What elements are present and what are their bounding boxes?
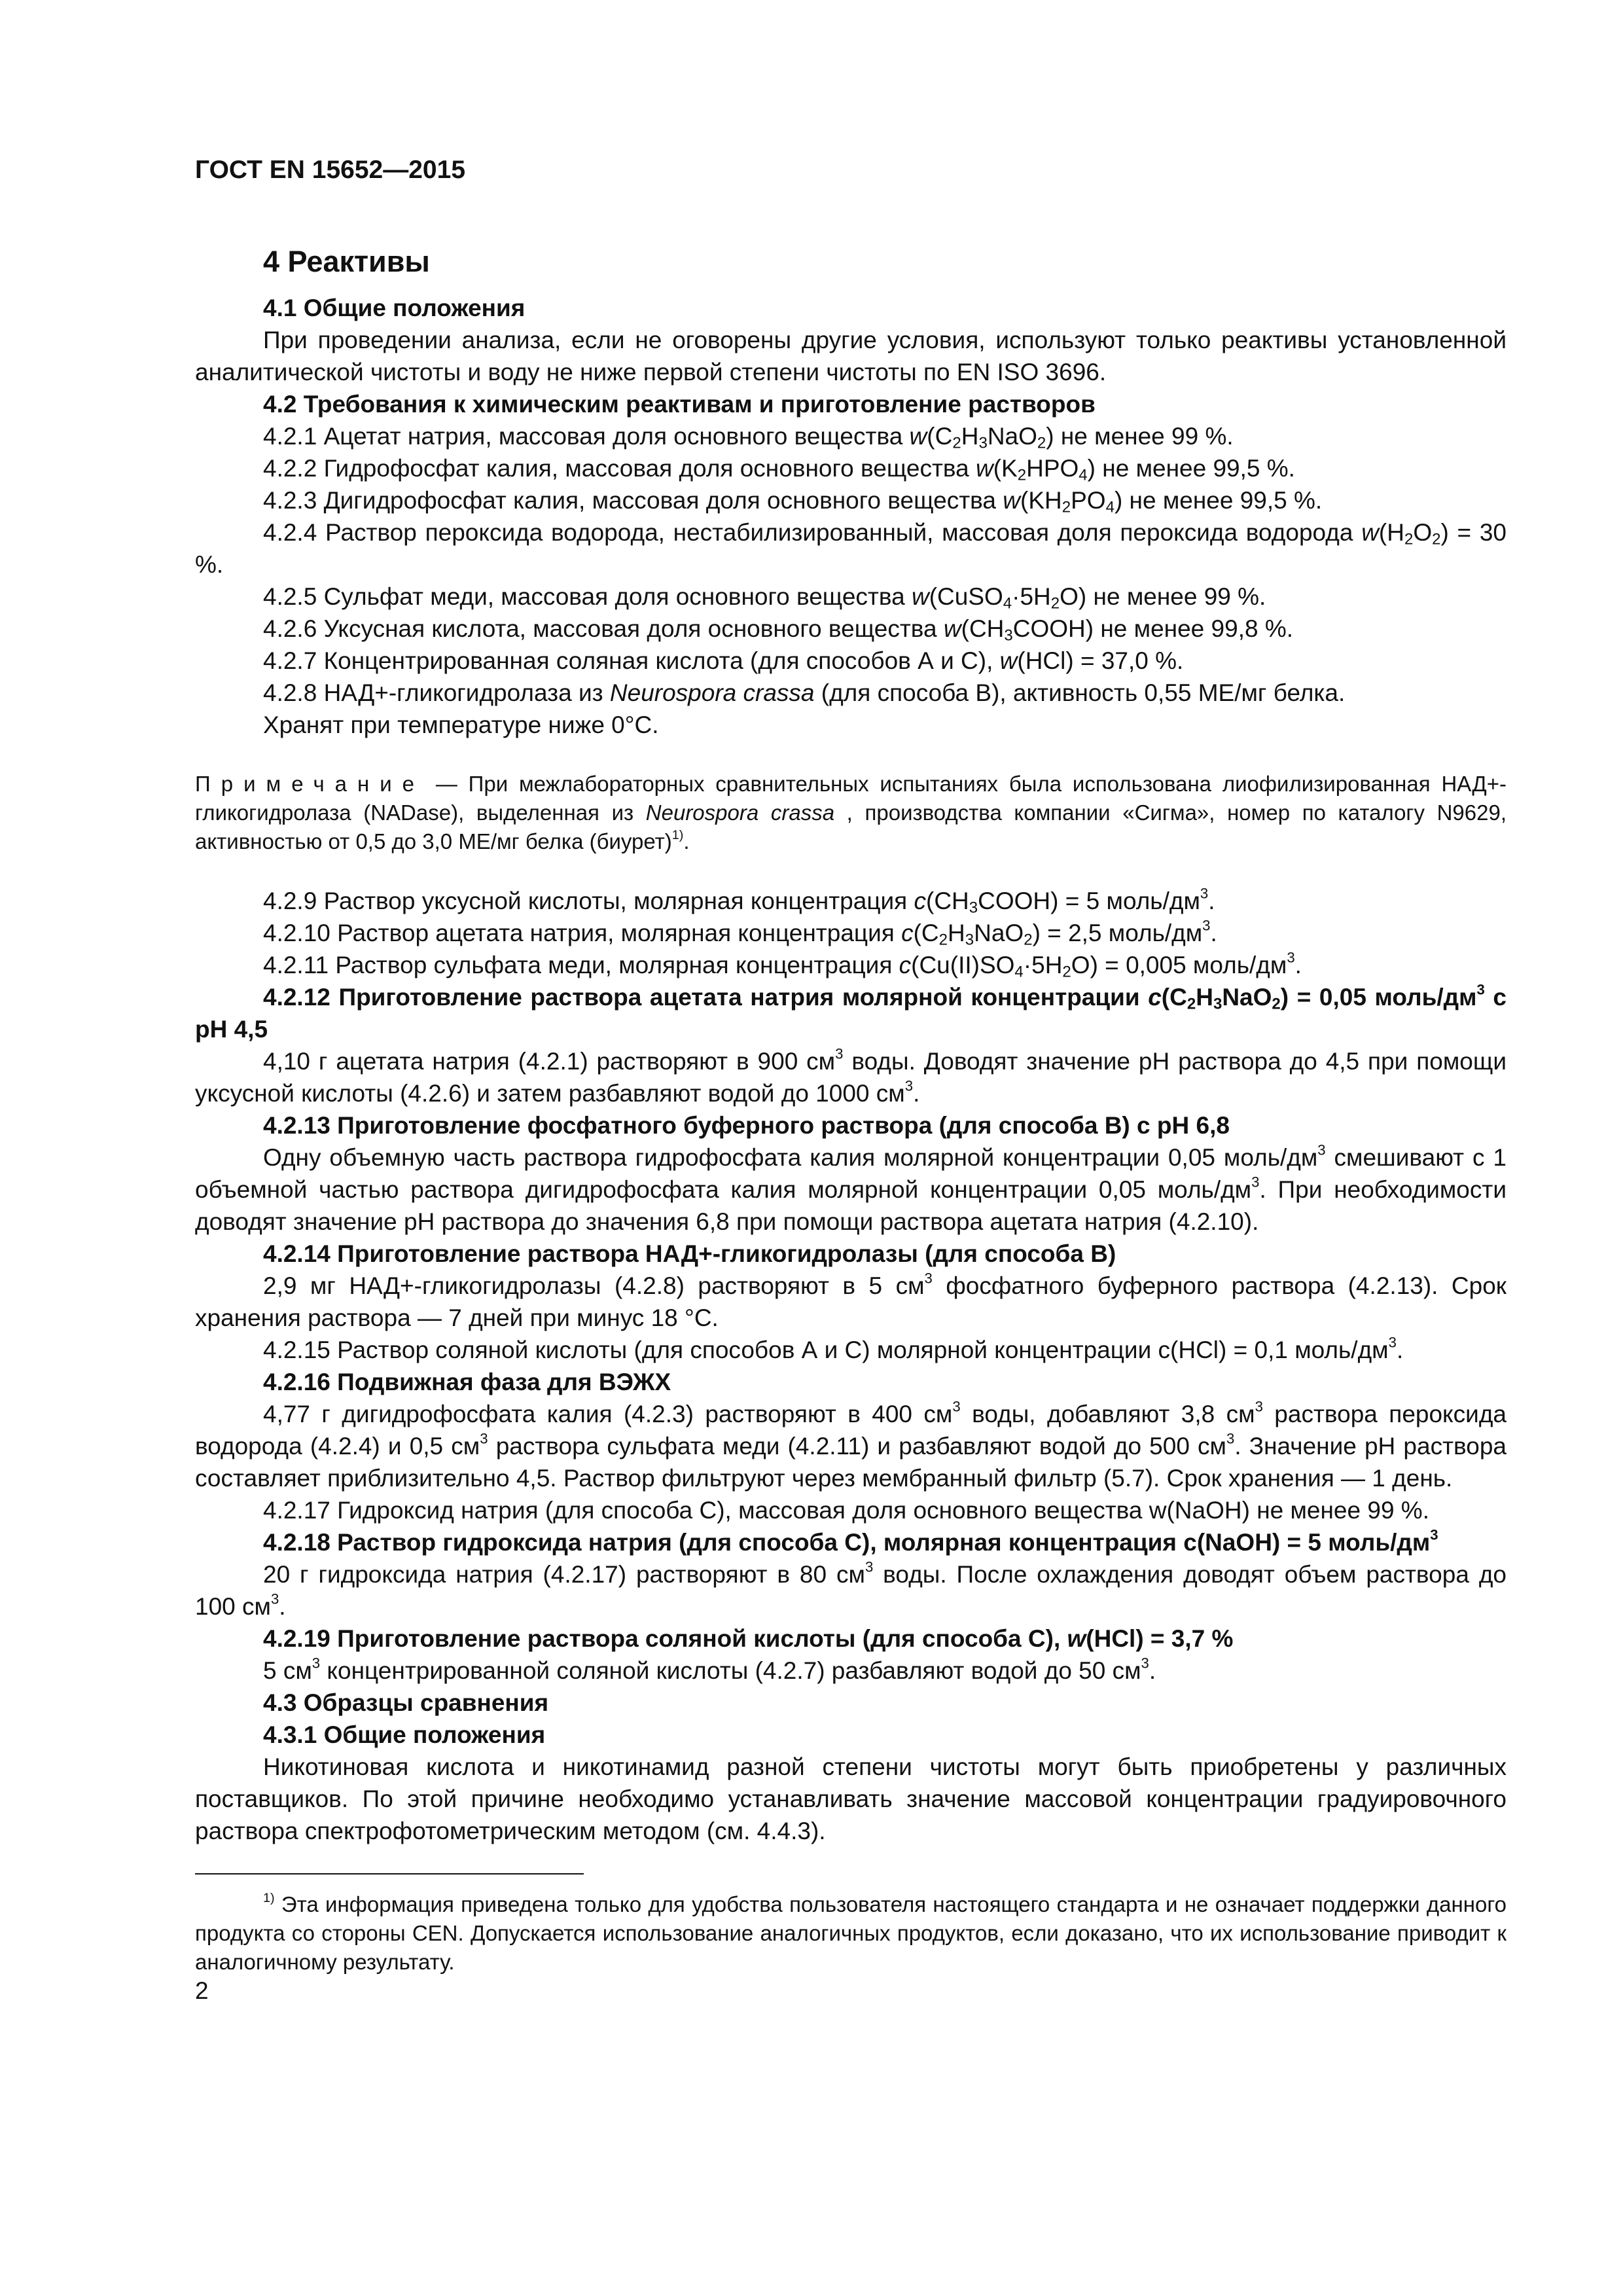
- clause-heading: 4.3.1 Общие положения: [263, 1721, 546, 1748]
- paragraph: 20 г гидроксида натрия (4.2.17) растворяют в 80 $см^3$ воды. После охлаждения доводят объем раствора до 100 $см^3$.: [195, 1558, 1507, 1620]
- paragraph: 4.2.15 Раствор соляной кислоты (для способов А и С) молярной концентрации с(HCl) = 0,1 моль/$дм^3$.: [263, 1334, 1404, 1363]
- paragraph: Хранят при температуре ниже 0°С.: [263, 711, 659, 738]
- clause-heading: 4.2.12 Приготовление раствора ацетата натрия молярной концентрации $с(C_2H_3NaO_2) = 0,05$ моль/$дм^3$ с pH 4,5: [195, 981, 1507, 1043]
- clause-heading: 4.2.19 Приготовление раствора соляной кислоты (для способа С), w(HCl) = 3,7 %: [263, 1625, 1234, 1652]
- clause-heading: 4.2.14 Приготовление раствора НАД+-гликогидролазы (для способа В): [263, 1240, 1116, 1267]
- paragraph: Одну объемную часть раствора гидрофосфата калия молярной концентрации 0,05 моль/$дм^3$ смешивают с 1 объемной частью раствора дигидрофосфата калия молярной концентрации 0,05 моль/$дм^3$. При необходимости доводят значение pH раствора до значения 6,8 при помощи раствора ацетата натрия (4.2.10).: [195, 1141, 1507, 1235]
- paragraph: 4.2.2 Гидрофосфат калия, массовая доля основного вещества $w(K_2HPO_4)$ не менее 99,5 %.: [263, 455, 1295, 484]
- footnote-rule: [195, 1873, 584, 1874]
- footnote: $^{1)}$ Эта информация приведена только для удобства пользователя настоящего стандарта и не означает поддержки данного продукта со стороны CEN. Допускается использование аналогичных продуктов, если доказано, что их использование приводит к аналогичному результату.: [195, 1891, 1507, 1974]
- clause-heading: 4.2.13 Приготовление фосфатного буферного раствора (для способа В) с pH 6,8: [263, 1112, 1230, 1139]
- paragraph: 4.2.9 Раствор уксусной кислоты, молярная концентрация $с(CH_3COOH) = 5$ моль/$дм^3$.: [263, 885, 1215, 917]
- paragraph: 4.2.17 Гидроксид натрия (для способа С), массовая доля основного вещества w(NaOH) не менее 99 %.: [263, 1497, 1429, 1524]
- paragraph: 4.2.6 Уксусная кислота, массовая доля основного вещества $w(CH_3COOH)$ не менее 99,8 %.: [263, 615, 1294, 645]
- paragraph: 4.2.1 Ацетат натрия, массовая доля основного вещества $w(C_2H_3NaO_2)$ не менее 99 %.: [263, 423, 1234, 452]
- note: [195, 770, 1507, 856]
- section-title: 4 Реактивы: [263, 245, 430, 278]
- clause-heading: 4.3 Образцы сравнения: [263, 1689, 549, 1716]
- document-header: ГОСТ EN 15652—2015: [195, 156, 466, 184]
- page-number: 2: [195, 1977, 209, 2004]
- paragraph: 4,77 г дигидрофосфата калия (4.2.3) растворяют в 400 $см^3$ воды, добавляют 3,8 $см^3$ раствора пероксида водорода (4.2.4) и 0,5 $см^3$ раствора сульфата меди (4.2.11) и разбавляют водой до 500 $см^3$. Значение pH раствора составляет приблизительно 4,5. Раствор фильтруют через мембранный фильтр (5.7). Срок хранения — 1 день.: [195, 1398, 1507, 1492]
- paragraph: 4.2.3 Дигидрофосфат калия, массовая доля основного вещества $w(KH_2PO_4)$ не менее 99,5 %.: [263, 487, 1323, 516]
- clause-heading: 4.2.18 Раствор гидроксида натрия (для способа С), молярная концентрация с(NaOH) = 5 моль/$дм^3$: [263, 1526, 1438, 1556]
- paragraph: 4,10 г ацетата натрия (4.2.1) растворяют в 900 $см^3$ воды. Доводят значение pH раствора до 4,5 при помощи уксусной кислоты (4.2.6) и затем разбавляют водой до 1000 $см^3$.: [195, 1045, 1507, 1107]
- paragraph: 2,9 мг НАД+-гликогидролазы (4.2.8) растворяют в 5 $см^3$ фосфатного буферного раствора (4.2.13). Срок хранения раствора — 7 дней при минус 18 °С.: [195, 1270, 1507, 1331]
- paragraph: 4.2.5 Сульфат меди, массовая доля основного вещества $w(CuSO_4\cdot 5H_2O)$ не менее 99 %.: [263, 583, 1266, 613]
- paragraph: 4.2.10 Раствор ацетата натрия, молярная концентрация $с(C_2H_3NaO_2) = 2,5$ моль/$дм^3$.: [263, 917, 1217, 949]
- paragraph: 5 $см^3$ концентрированной соляной кислоты (4.2.7) разбавляют водой до 50 $см^3$.: [263, 1655, 1156, 1684]
- paragraph: 4.2.4 Раствор пероксида водорода, нестабилизированный, массовая доля пероксида водорода $w(H_2O_2) = 30$ %.: [195, 519, 1507, 578]
- document-page: [195, 154, 1507, 2005]
- note-label: Примечание: [195, 772, 425, 796]
- paragraph: 4.2.11 Раствор сульфата меди, молярная концентрация $с(Cu(II)SO_4\cdot 5H_2O) = 0,005$ моль/$дм^3$.: [263, 949, 1302, 981]
- paragraph: При проведении анализа, если не оговорены другие условия, используют только реактивы установленной аналитической чистоты и воду не ниже первой степени чистоты по EN ISO 3696.: [195, 327, 1507, 386]
- clause-heading: 4.2.16 Подвижная фаза для ВЭЖХ: [263, 1369, 671, 1395]
- paragraphs-part-2: [195, 885, 1507, 1847]
- clause-heading: 4.2 Требования к химическим реактивам и приготовление растворов: [263, 391, 1096, 418]
- paragraph: 4.2.7 Концентрированная соляная кислота (для способов А и С), w(HCl) = 37,0 %.: [263, 647, 1184, 674]
- clause-heading: 4.1 Общие положения: [263, 295, 526, 321]
- paragraph: Никотиновая кислота и никотинамид разной степени чистоты могут быть приобретены у различных поставщиков. По этой причине необходимо устанавливать значение массовой концентрации градуировочного раствора спектрофотометрическим методом (см. 4.4.3).: [195, 1753, 1507, 1844]
- paragraph: 4.2.8 НАД+-гликогидролаза из Neurospora crassa (для способа В), активность 0,55 МЕ/мг белка.: [263, 679, 1346, 706]
- note-text: — При межлабораторных сравнительных испытаниях была использована лиофилизированная НАД+-гликогидролаза (NADase), выделенная из Neurospora crassa , производства компании «Сигма», номер по каталогу N9629, активностью от 0,5 до 3,0 МЕ/мг белка (биурет)$^{1)}$.: [195, 772, 1507, 853]
- paragraphs-part-1: [195, 292, 1507, 741]
